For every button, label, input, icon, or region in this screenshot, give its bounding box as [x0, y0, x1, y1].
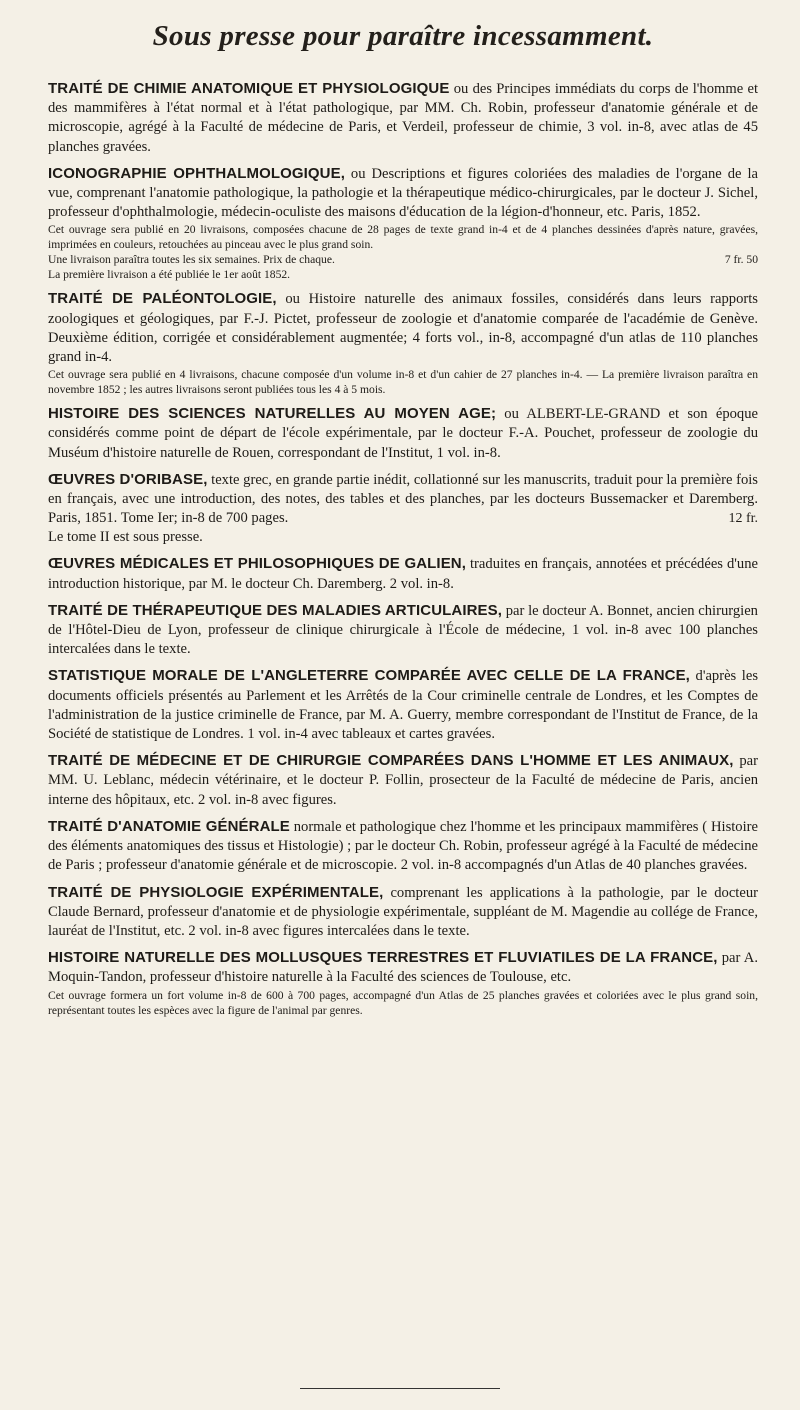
entry-medecine-comparee [48, 751, 758, 810]
entry-title: TRAITÉ DE PALÉONTOLOGIE, [48, 290, 277, 308]
entry-title: HISTOIRE DES SCIENCES NATURELLES AU MOYEN AGE; [48, 405, 497, 423]
entry-therapeutique [48, 601, 758, 660]
entry-body: par le docteur A. Bonnet, ancien chirurgien de l'Hôtel-Dieu de Lyon, professeur de clinique chirurgicale à l'École de médecine, 1 vol. in-8 avec 100 planches intercalées dans le texte. [48, 602, 758, 658]
entry-extra: Le tome II est sous presse. [48, 529, 203, 546]
entry-physiologie [48, 883, 758, 942]
entry-title: ICONOGRAPHIE OPHTHALMOLOGIQUE, [48, 164, 345, 182]
entry-note: Cet ouvrage sera publié en 20 livraisons, composées chacune de 28 pages de texte grand in-4 et de 4 planches dessinées d'après nature, gravées, imprimées en couleurs, retouchées au pinceau avec le plus grand soin. [48, 223, 758, 252]
entry-body: texte grec, en grande partie inédit, collationné sur les manuscrits, traduit pour la première fois en français, avec une introduction, des notes, des tables et des planches, par les docteurs Bussemacker et Daremberg. Paris, 1851. Tome Ier; in-8 de 700 pages. [48, 471, 758, 527]
entry-title: TRAITÉ DE THÉRAPEUTIQUE DES MALADIES ARTICULAIRES, [48, 601, 503, 619]
entry-body: ou Histoire naturelle des animaux fossiles, considérés dans leurs rapports zoologiques et géologiques, par F.-J. Pictet, professeur de zoologie et d'anatomie comparée de l'académie de Genève. Deuxième édition, corrigée et considérablement augmentée; 4 forts vol., in-8, accompagné d'un atlas de 110 planches grand in-4. [48, 291, 758, 366]
entry-paleontologie [48, 289, 758, 397]
entry-body: ou des Principes immédiats du corps de l'homme et des mammifères à l'état normal et à l'état pathologique, par MM. Ch. Robin, professeur d'anatomie générale et de microscopie, agrégé à la Faculté de médecine de Paris, et Verdeil, professeur de chimie, 3 vol. in-8, avec atlas de 45 planches gravées. [48, 81, 759, 155]
entry-title: ŒUVRES MÉDICALES ET PHILOSOPHIQUES DE GALIEN, [48, 555, 466, 573]
entry-body: d'après les documents officiels présentés au Parlement et les Arrêtés de la Cour criminelle centrale de Londres, et les Comptes de l'administration de la justice criminelle de France, par M. A. Guerry, membre correspondant de l'Institut de France, de la Société de statistique de Londres. 1 vol. in-4 avec tableaux et cartes gravées. [48, 668, 759, 743]
entry-body: ou Descriptions et figures coloriées des maladies de l'organe de la vue, comprenant l'anatomie pathologique, la pathologie et la thérapeutique médico-chirurgicales, par le docteur J. Sichel, professeur d'ophthalmologie, médecin-oculiste des maisons d'éducation de la légion-d'honneur, etc. Paris, 1852. [48, 165, 758, 221]
entry-iconographie [48, 164, 758, 283]
entry-body: comprenant les applications à la pathologie, par le docteur Claude Bernard, professeur d'anatomie et de physiologie expérimentale, suppléant de M. Magendie au collége de France, lauréat de l'Institut, etc. 2 vol. in-8 avec figures intercalées dans le texte. [48, 884, 758, 939]
entry-body: traduites en français, annotées et précédées d'une introduction historique, par M. le docteur Ch. Daremberg. 2 vol. in-8. [48, 556, 758, 592]
entry-note: Cet ouvrage formera un fort volume in-8 de 600 à 700 pages, accompagné d'un Atlas de 25 planches gravées et coloriées avec le plus grand soin, représentant toutes les espèces avec la figure de l'animal par genres. [48, 988, 758, 1017]
entry-note: La première livraison a été publiée le 1er août 1852. [48, 268, 291, 282]
entry-price: 7 fr. 50 [724, 253, 758, 267]
entry-title: STATISTIQUE MORALE DE L'ANGLETERRE COMPARÉE AVEC CELLE DE LA FRANCE, [48, 667, 690, 685]
entry-galien [48, 554, 758, 593]
entry-body: par A. Moquin-Tandon, professeur d'histoire naturelle à la Faculté des sciences de Toulouse, etc. [48, 950, 758, 986]
entry-note: Cet ouvrage sera publié en 4 livraisons, chacune composée d'un volume in-8 et d'un cahier de 27 planches in-4. — La première livraison paraîtra en novembre 1852 ; les autres livraisons seront publiées tous les 4 à 5 mois. [48, 368, 758, 397]
entry-chimie-anatomique [48, 79, 758, 157]
entry-title: TRAITÉ DE CHIMIE ANATOMIQUE ET PHYSIOLOGIQUE [48, 80, 450, 97]
entry-title: TRAITÉ DE PHYSIOLOGIE EXPÉRIMENTALE, [48, 883, 384, 901]
bottom-rule [300, 1388, 500, 1389]
entry-body: normale et pathologique chez l'homme et les principaux mammifères ( Histoire des éléments anatomiques des tissus et Histologie) ; par le docteur Ch. Robin, professeur agrégé à la Faculté de médecine de Paris ; professeur d'anatomie générale et de microscopie. 2 vol. in-8 accompagnés d'un Atlas de 40 planches gravées. [48, 818, 758, 874]
entry-body: ou ALBERT-LE-GRAND et son époque considérés comme point de départ de l'école expérimentale, par le docteur F.-A. Pouchet, professeur de zoologie du Muséum d'histoire naturelle de Rouen, correspondant de l'Institut, 1 vol. in-8. [48, 406, 758, 461]
entry-mollusques [48, 948, 758, 1017]
page-header: Sous presse pour paraître incessamment. [152, 20, 654, 52]
entry-oribase [48, 470, 758, 548]
entry-anatomie-generale [48, 817, 758, 876]
entry-statistique [48, 666, 758, 744]
entry-note: 7 fr. 50 Une livraison paraîtra toutes les six semaines. Prix de chaque. [48, 253, 758, 267]
entry-title: ŒUVRES D'ORIBASE, [48, 470, 208, 488]
entry-title: TRAITÉ D'ANATOMIE GÉNÉRALE [48, 817, 290, 835]
entry-price: 12 fr. [728, 511, 758, 527]
entry-sciences-naturelles [48, 404, 758, 463]
entry-title: TRAITÉ DE MÉDECINE ET DE CHIRURGIE COMPARÉES DANS L'HOMME ET LES ANIMAUX, [48, 752, 734, 770]
entry-title: HISTOIRE NATURELLE DES MOLLUSQUES TERRESTRES ET FLUVIATILES DE LA FRANCE, [48, 949, 718, 967]
entry-body: par MM. U. Leblanc, médecin vétérinaire, et le docteur P. Follin, prosecteur de la Faculté de médecine de Paris, ancien interne des hôpitaux, etc. 2 vol. in-8 avec figures. [48, 753, 758, 808]
